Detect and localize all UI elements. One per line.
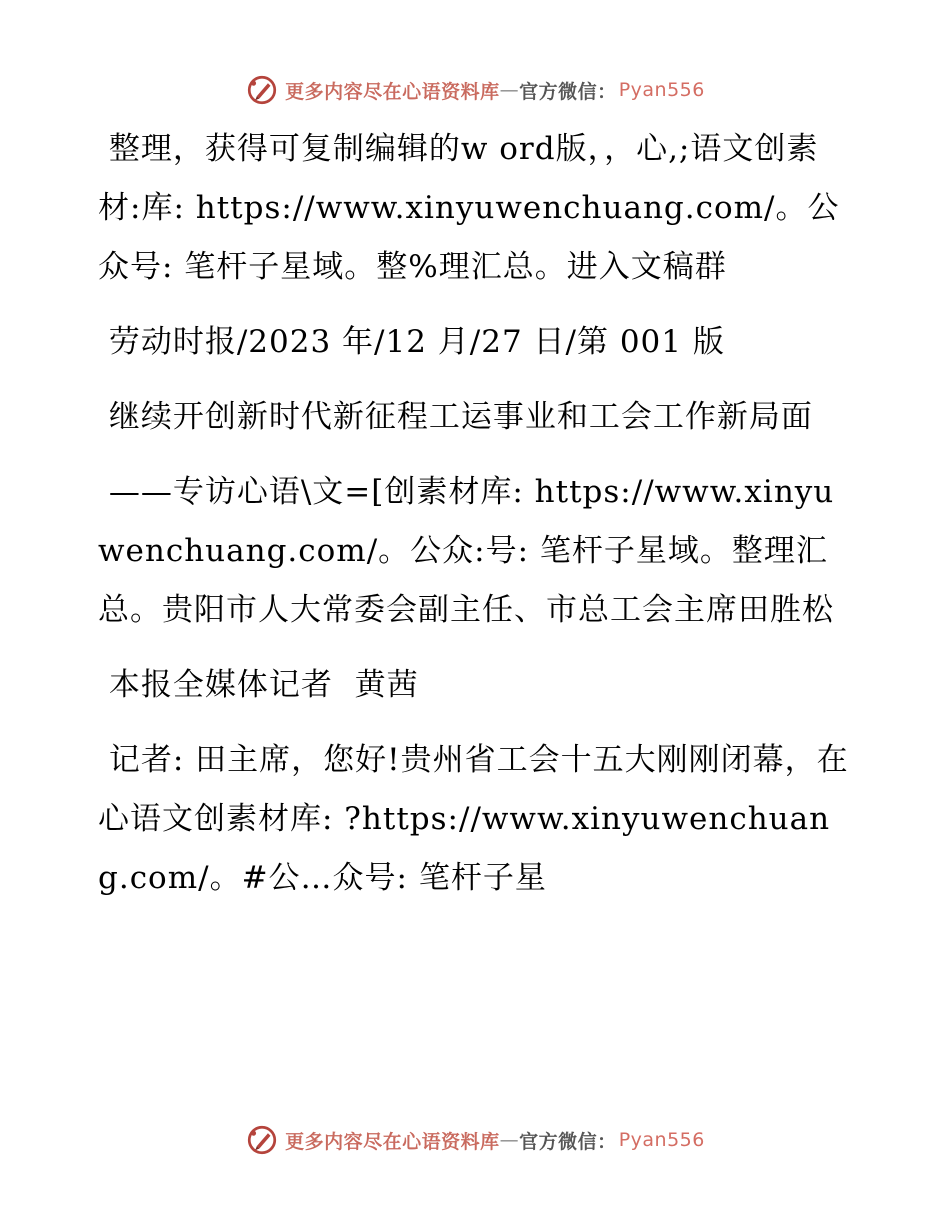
pen-logo-icon [245,73,279,107]
banner-wechat-id: Pyan556 [618,1129,705,1151]
pen-logo-icon [245,1123,279,1157]
banner-separator: — [499,79,520,101]
banner-wechat-id: Pyan556 [618,79,705,101]
article-subtitle: ——专访心语\文=[创素材库: https://www.xinyuwenchuang.com/。公众:号: 笔杆子星域。整理汇总。贵阳市人大常委会副主任、市总工会主席田胜松 [98,474,835,628]
interview-paragraph: 记者: 田主席，您好!贵州省工会十五大刚刚闭幕，在心语文创素材库: ?https://www.xinyuwenchuang.com/。#公…众号: 笔杆子星 [98,742,849,896]
banner-main-text: 更多内容尽在心语资料库 [285,1130,500,1153]
reporter-line: 本报全媒体记者 黄茜 [98,667,419,703]
banner-main-text: 更多内容尽在心语资料库 [285,80,500,103]
document-body [98,120,850,908]
article-title: 继续开创新时代新征程工运事业和工会工作新局面 [98,399,813,435]
publication-line: 劳动时报/2023 年/12 月/27 日/第 001 版 [98,324,725,360]
intro-paragraph: 整理，获得可复制编辑的w ord版，，心,;语文创素材:库: https://www.xinyuwenchuang.com/。公众号: 笔杆子星域。整%理汇总。进入文稿群 [98,131,840,285]
banner-separator: — [499,1129,520,1151]
banner-sub-text: 官方微信： [519,1130,617,1153]
header-banner [0,68,950,112]
footer-banner [0,1118,950,1162]
banner-sub-text: 官方微信： [519,80,617,103]
